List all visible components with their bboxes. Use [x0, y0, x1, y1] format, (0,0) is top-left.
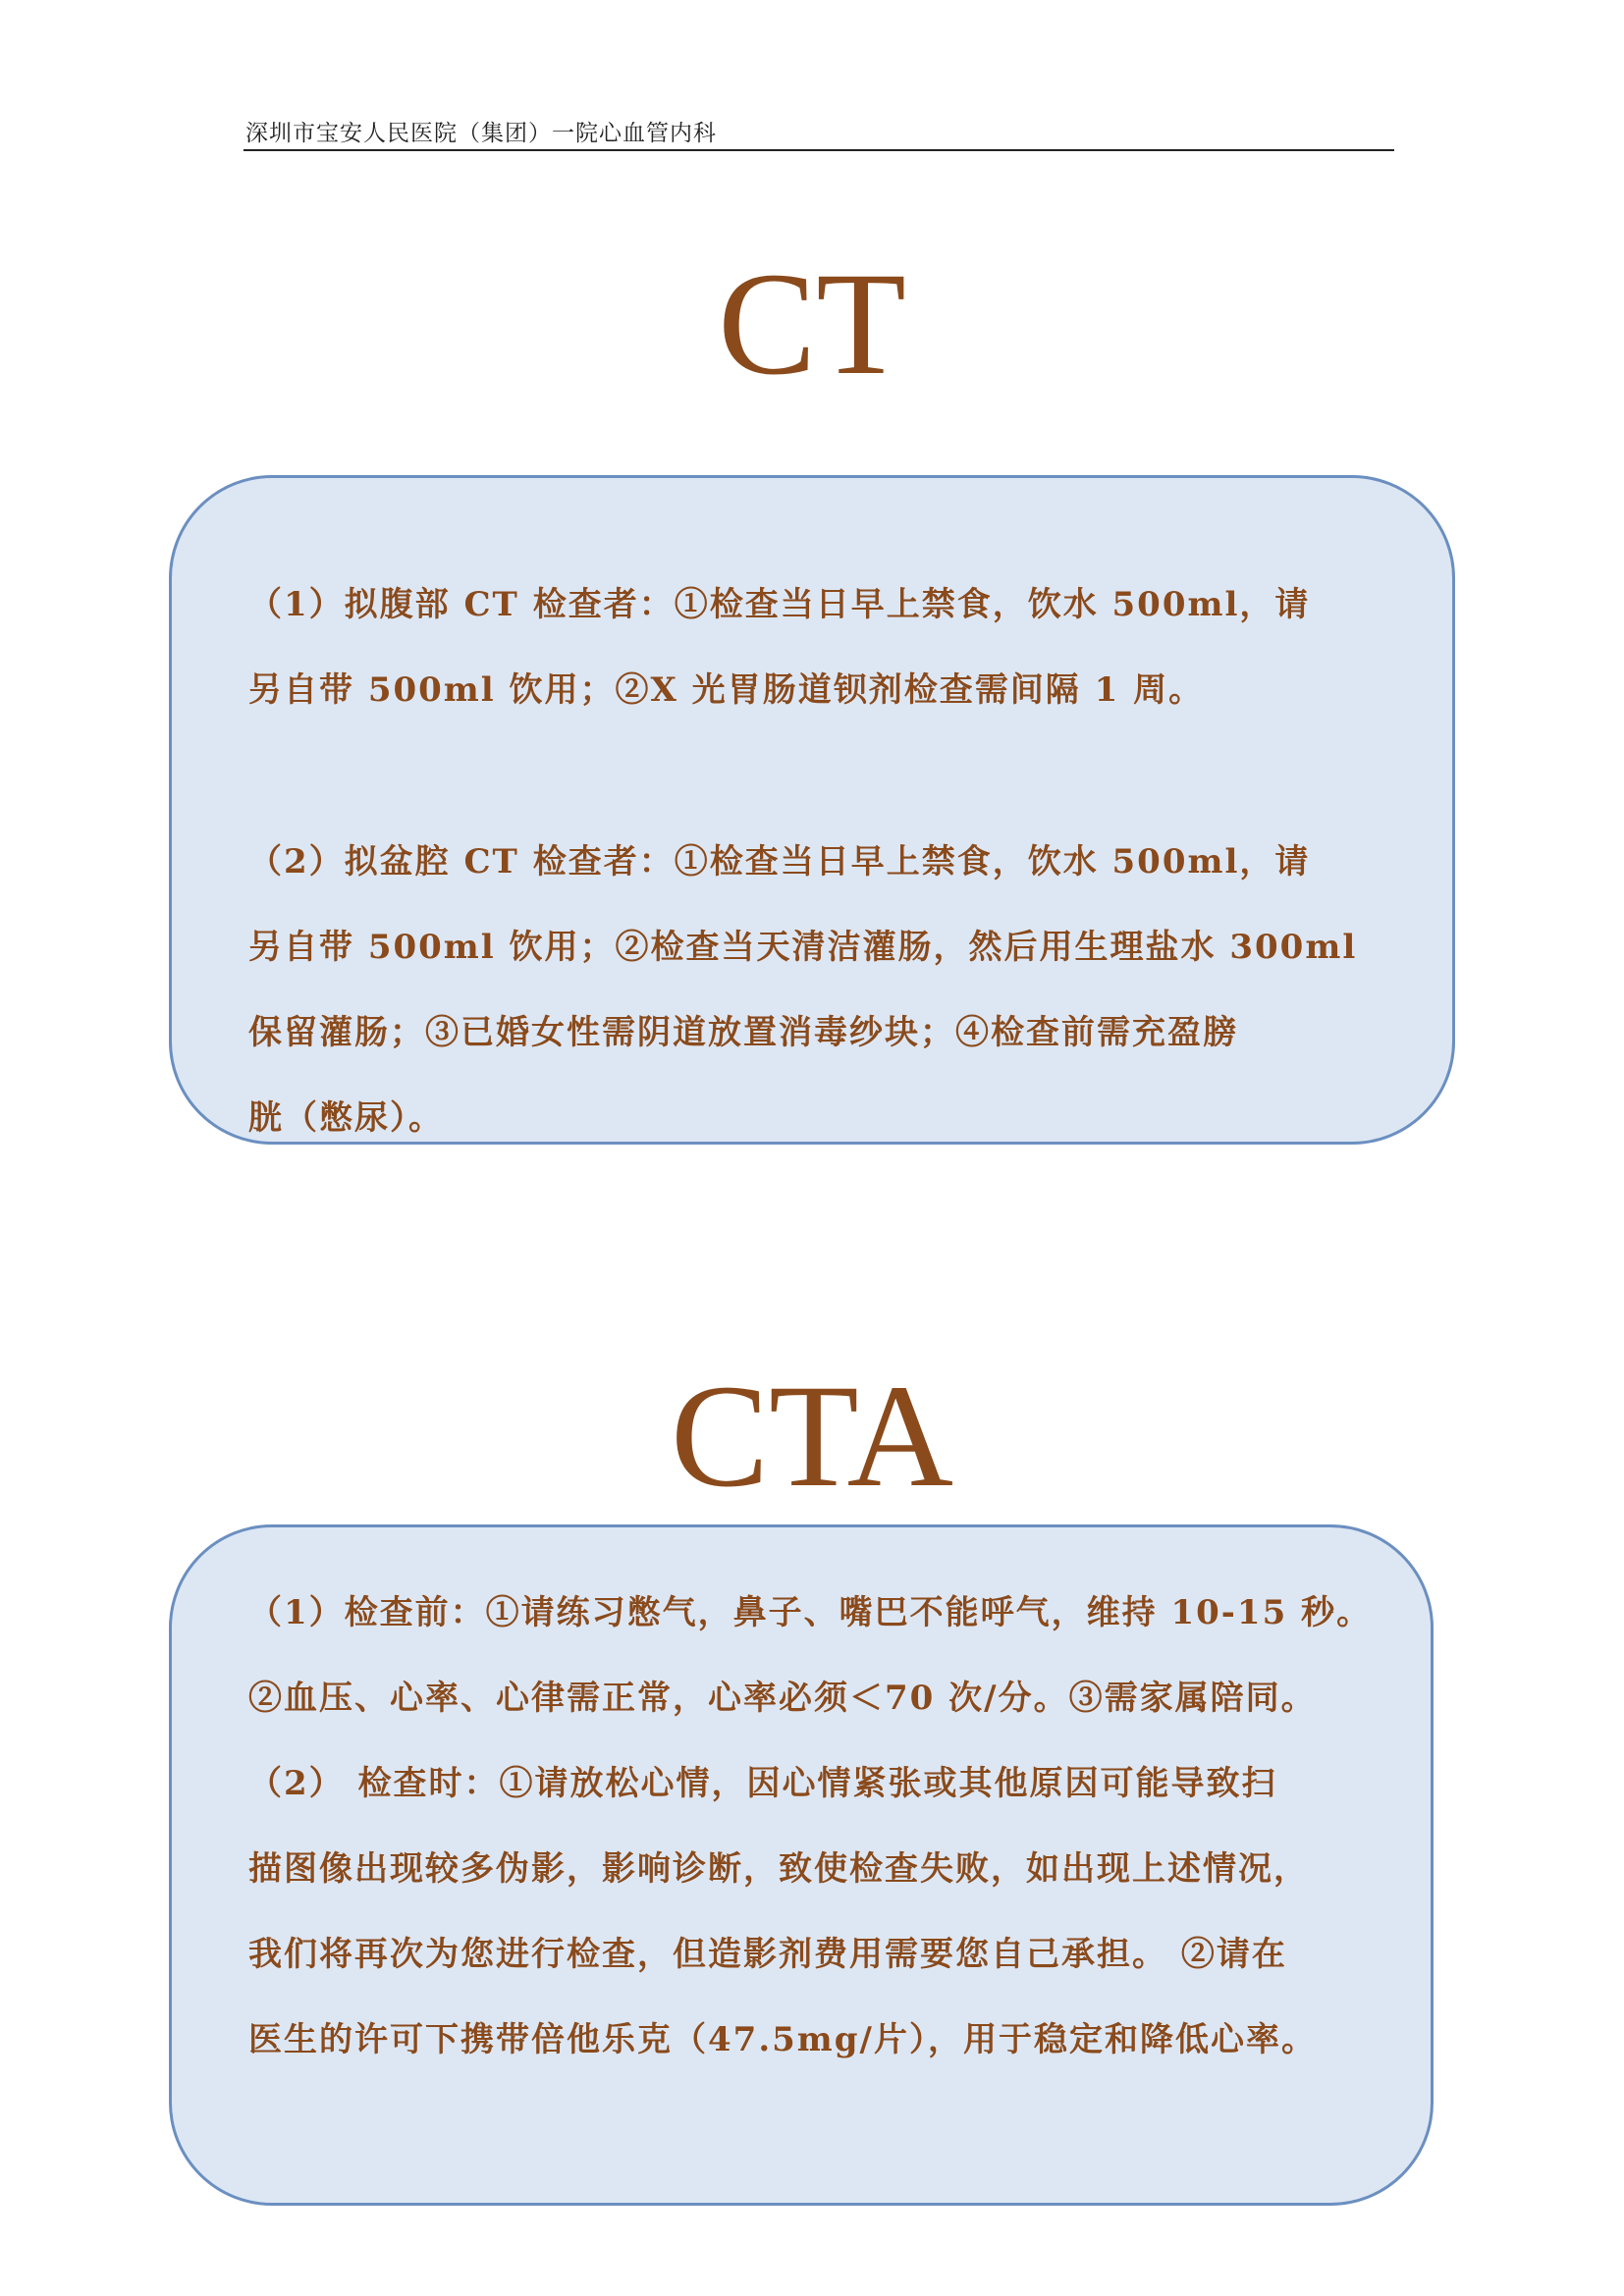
cta-instructions-box: [169, 1524, 1434, 2206]
text-line: 另自带 500ml 饮用；②X 光胃肠道钡剂检查需间隔 1 周。: [248, 670, 1205, 710]
text-line: 保留灌肠；③已婚女性需阴道放置消毒纱块；④检查前需充盈膀: [248, 1013, 1238, 1052]
text-line: 我们将再次为您进行检查，但造影剂费用需要您自己承担。 ②请在: [248, 1935, 1287, 1974]
cta-paragraph: [248, 1571, 1374, 2083]
section-title-ct: CT: [718, 242, 906, 405]
ct-instructions-box: [169, 475, 1455, 1145]
text-line: （2） 检查时：①请放松心情，因心情紧张或其他原因可能导致扫: [248, 1764, 1277, 1803]
text-line: 另自带 500ml 饮用；②检查当天清洁灌肠，然后用生理盐水 300ml: [248, 928, 1358, 967]
header-divider: [244, 149, 1394, 151]
text-line: （1）拟腹部 CT 检查者：①检查当日早上禁食，饮水 500ml，请: [248, 585, 1311, 624]
text-line: 胱（憋尿）。: [248, 1098, 444, 1138]
page-header: 深圳市宝安人民医院（集团）一院心血管内科: [245, 121, 717, 146]
text-line: 医生的许可下携带倍他乐克（47.5mg/片），用于稳定和降低心率。: [248, 2020, 1317, 2059]
text-line: （1）检查前：①请练习憋气，鼻子、嘴巴不能呼气，维持 10-15 秒。: [248, 1593, 1373, 1632]
text-line: 描图像出现较多伪影，影响诊断，致使检查失败，如出现上述情况，: [248, 1849, 1309, 1889]
section-title-cta: CTA: [671, 1355, 953, 1518]
ct-paragraph-1: [248, 562, 1395, 733]
text-line: ②血压、心率、心律需正常，心率必须＜70 次/分。③需家属陪同。: [248, 1679, 1317, 1718]
text-line: （2）拟盆腔 CT 检查者：①检查当日早上禁食，饮水 500ml，请: [248, 842, 1311, 881]
ct-paragraph-2: [248, 820, 1395, 1161]
